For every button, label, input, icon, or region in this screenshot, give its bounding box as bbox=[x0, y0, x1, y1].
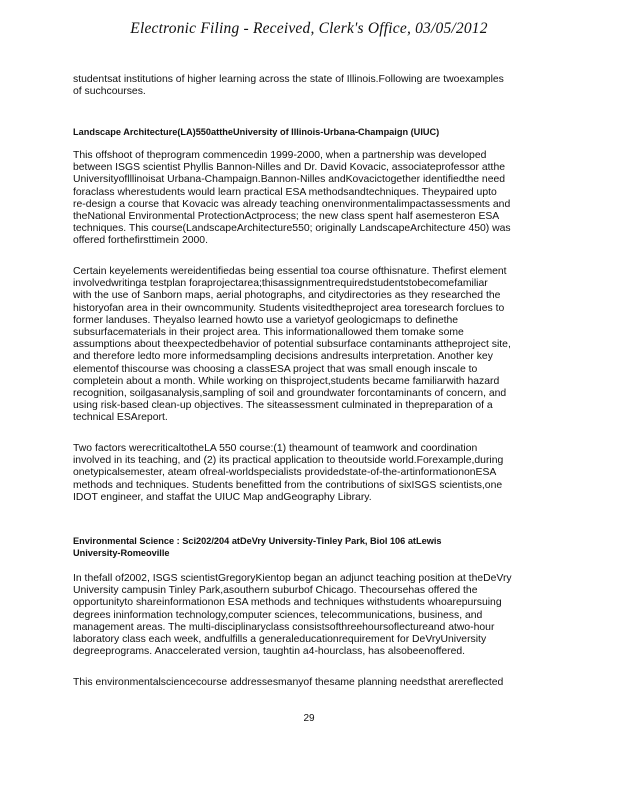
text-line: University campusin Tinley Park,asouthern suburbof Chicago. Thecoursehas offered the bbox=[73, 585, 478, 597]
paragraph-two-factors bbox=[73, 443, 540, 504]
paragraph-environmental-science-course bbox=[73, 677, 540, 689]
filing-stamp-header: Electronic Filing - Received, Clerk's Office, 03/05/2012 bbox=[130, 20, 488, 37]
text-line: using risk-based clean-up objectives. The siteassessment culminated in thepreparation of a bbox=[73, 400, 493, 412]
text-line: elementof thiscourse was choosing a classESA project that was small enough inscale to bbox=[73, 363, 478, 375]
paragraph-key-elements bbox=[73, 266, 540, 425]
text-line: methods and techniques. Students benefitted from the contributions of sixISGS scientists,one bbox=[73, 479, 503, 491]
heading-line: University-Romeoville bbox=[73, 548, 170, 559]
text-line: subsurfacematerials in their project area. This informationallowed them tomake some bbox=[73, 327, 464, 339]
text-line: and therefore ledto more informedsampling decisions andresults interpretation. Another key bbox=[73, 351, 493, 363]
text-line: offered forthefirsttimein 2000. bbox=[73, 235, 208, 247]
text-line: re-design a course that Kovacic was already teaching onenvironmentalimpactassessments and bbox=[73, 198, 511, 210]
text-line: completein about a month. While working on thisproject,students became familiarwith hazard bbox=[73, 375, 500, 387]
text-line: Certain keyelements wereidentifiedas being essential toa course ofthisnature. Thefirst element bbox=[73, 266, 507, 277]
text-line: foraclass wherestudents would learn practical ESA methodsandtechniques. Theypaired upto bbox=[73, 186, 497, 198]
text-line: techniques. This course(LandscapeArchitecture550; originally LandscapeArchitecture 450) was bbox=[73, 223, 511, 235]
paragraph-devry-course bbox=[73, 573, 540, 658]
text-line: management areas. The multi-disciplinaryclass consistsofthreehoursoflectureand atwo-hour bbox=[73, 621, 495, 633]
text-line: involved in its teaching, and (2) its practical application to theoutside world.Forexample,during bbox=[73, 455, 504, 467]
heading-line: Environmental Science : Sci202/204 atDeVry University-Tinley Park, Biol 106 atLewis bbox=[73, 536, 442, 546]
text-line: involvedwritinga testplan foraprojectarea;thisassignmentrequiredstudentstobecomefamiliar bbox=[73, 278, 488, 290]
text-line: onetypicalsemester, ateam ofreal-worldspecialists providedstate-of-the-artinformationonESA bbox=[73, 467, 497, 479]
text-line: between ISGS scientist Phyllis Bannon-Nilles and Dr. David Kovacic, associateprofessor atthe bbox=[73, 162, 505, 174]
text-line: of suchcourses. bbox=[73, 86, 146, 98]
page-number: 29 bbox=[303, 713, 315, 724]
text-line: This environmentalsciencecourse addressesmanyof thesame planning needsthat arereflected bbox=[73, 677, 504, 688]
section-heading-environmental-science bbox=[73, 535, 540, 559]
intro-paragraph bbox=[73, 74, 540, 98]
text-line: degreeprograms. Anaccelerated version, taughtin a4-hourclass, has alsobeenoffered. bbox=[73, 646, 466, 658]
heading-line: Landscape Architecture(LA)550attheUniversity of Illinois-Urbana-Champaign (UIUC) bbox=[73, 127, 440, 137]
text-line: opportunityto shareinformationon ESA methods and techniques withstudents whoarepursuing bbox=[73, 597, 502, 609]
text-line: technical ESAreport. bbox=[73, 412, 168, 424]
text-line: In thefall of2002, ISGS scientistGregoryKientop began an adjunct teaching position at theDeVry bbox=[73, 573, 512, 584]
text-line: laboratory class each week, andfulfills a generaleducationrequirement for DeVryUniversity bbox=[73, 634, 487, 646]
paragraph-program-origin bbox=[73, 150, 540, 248]
text-line: with the use of Sanborn maps, aerial photographs, and citydirectories as they researched the bbox=[73, 290, 501, 302]
text-line: This offshoot of theprogram commencedin 1999-2000, when a partnership was developed bbox=[73, 150, 487, 161]
text-line: degrees ininformation technology,computer sciences, telecommunications, business, and bbox=[73, 609, 483, 621]
text-line: recognition, soilgasanalysis,sampling of soil and groundwater forcontaminants of concern, and bbox=[73, 388, 507, 400]
text-line: assumptions about theexpectedbehavior of potential subsurface contaminants attheproject site, bbox=[73, 339, 511, 351]
text-line: historyofan area in their owncommunity. Students visitedtheproject area toresearch forclues to bbox=[73, 302, 505, 314]
section-heading-landscape-architecture bbox=[73, 126, 540, 138]
text-line: former landuses. Theyalso learned howto use a varietyof geologicmaps to definethe bbox=[73, 314, 459, 326]
text-line: IDOT engineer, and staffat the UIUC Map andGeography Library. bbox=[73, 491, 372, 503]
text-line: theNational Environmental ProtectionActprocess; the new class spent half asemesteron ESA bbox=[73, 211, 500, 223]
text-line: Universityoflllinoisat Urbana-Champaign.Bannon-Nilles andKovacictogether identifiedthe need bbox=[73, 174, 506, 186]
text-line: Two factors werecriticaltotheLA 550 course:(1) theamount of teamwork and coordination bbox=[73, 443, 478, 454]
text-line: studentsat institutions of higher learning across the state of Illinois.Following are twoexamples bbox=[73, 74, 504, 85]
